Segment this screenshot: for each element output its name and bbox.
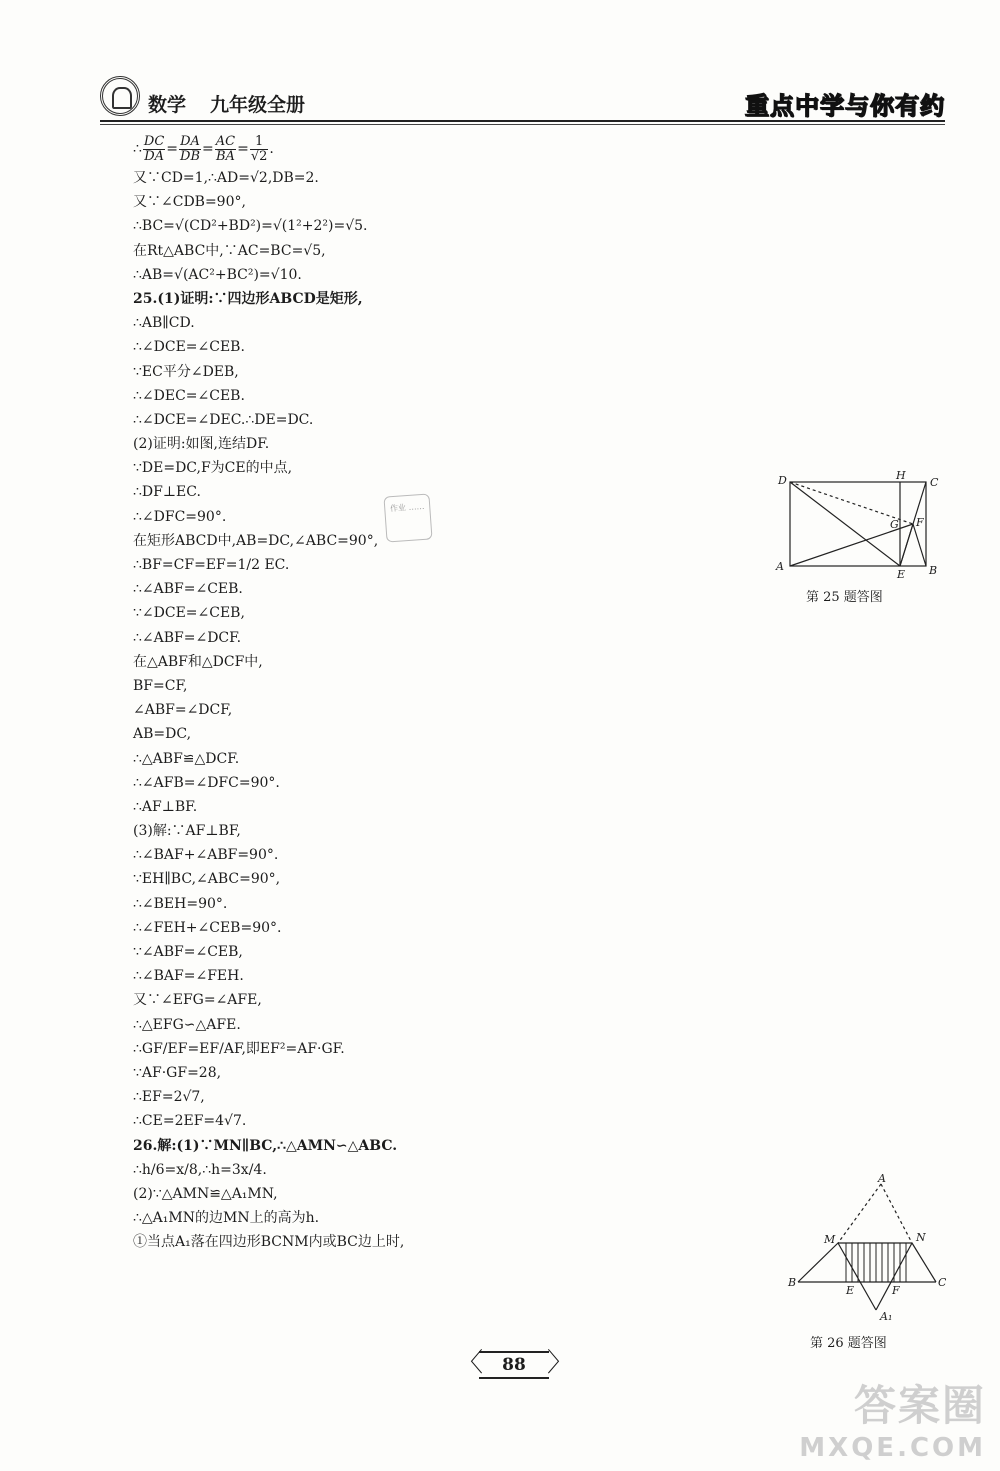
text-line: ∴DF⊥EC. [133,484,201,501]
text-line: ∵EC平分∠DEB, [133,363,239,380]
text-line: ∴ $\frac{DC}{DA}$ = $\frac{DA}{DB}$ = $\frac{AC}{BA}$ = $\frac{1}{√2}$ . [133,133,274,164]
text-line: 又∵CD=1,∴AD=√2,DB=2. [133,170,319,186]
text-line: ∴∠ABF=∠CEB. [133,581,243,598]
label-C: C [930,476,939,489]
text-line: ∴△EFG∽△AFE. [133,1016,241,1033]
text-line: ∴CE=2EF=4√7. [133,1113,247,1130]
text-line: ∵DE=DC,F为CE的中点, [133,460,293,477]
label-F: F [916,516,924,529]
text-line: ∴△A₁MN的边MN上的高为h. [133,1210,320,1227]
text-line: ∴∠BAF=∠FEH. [133,968,244,985]
header-subject: 数学 [148,94,187,116]
label-H: H [896,470,906,482]
watermark-logo-text: 答案圈 [853,1381,986,1430]
text-line: ∴GF/EF=EF/AF,即EF²=AF·GF. [133,1040,345,1057]
text-line: 又∵∠EFG=∠AFE, [133,992,262,1009]
text-line: AB=DC, [133,726,192,743]
label-D: D [778,474,787,487]
label-M: M [824,1233,836,1246]
faint-stamp: 作业 …… [383,493,432,542]
figure-25-caption: 第 25 题答图 [806,590,883,605]
header-rule-thin [100,124,945,125]
page-number [457,1349,573,1379]
text-line: ∴AF⊥BF. [133,798,198,815]
text-line: (3)解:∵AF⊥BF, [133,823,241,840]
watermark-url: MXQE.COM [799,1433,986,1463]
text-line: ∴△ABF≌△DCF. [133,750,240,767]
ornament-right-icon: 〉 [546,1348,573,1378]
text-line: ∴EF=2√7, [133,1089,205,1106]
page-number-value: 88 [479,1351,549,1379]
label-E: E [897,568,906,580]
text-line: ∴∠FEH+∠CEB=90°. [133,919,282,936]
text-line: ∴∠BEH=90°. [133,895,228,912]
header-brand: 重点中学与你有约 [745,92,945,120]
text-line: ∴∠ABF=∠DCF. [133,629,242,646]
label-A: A [776,560,784,573]
text-line: ①当点A₁落在四边形BCNM内或BC边上时, [133,1234,405,1251]
figure-26-caption: 第 26 题答图 [810,1336,887,1351]
text-line: ∴AB∥CD. [133,315,195,332]
solution-text [133,132,753,1254]
text-line: ∴AB=√(AC²+BC²)=√10. [133,266,302,283]
label-F: F [892,1284,900,1297]
figure-26-diagram [786,1170,946,1330]
header-rule [100,120,945,122]
ornament-left-icon: 〈 [457,1348,484,1378]
text-line: ∴∠DCE=∠DEC.∴DE=DC. [133,411,314,428]
text-line: (2)∵△AMN≌△A₁MN, [133,1185,278,1202]
page-header [100,76,945,124]
text-line: ∴∠DEC=∠CEB. [133,387,245,404]
text-line: BF=CF, [133,677,188,694]
text-line: 在Rt△ABC中,∵AC=BC=√5, [133,242,326,259]
text-line: ∵AF·GF=28, [133,1064,222,1081]
label-N: N [916,1231,926,1244]
watermark [799,1373,986,1463]
text-line: ∴BF=CF=EF=1/2 EC. [133,557,290,573]
problem-26-heading: 26.解:(1)∵MN∥BC,∴△AMN∽△ABC. [133,1137,398,1154]
text-line: ∴BC=√(CD²+BD²)=√(1²+2²)=√5. [133,218,368,235]
text-line: (2)证明:如图,连结DF. [133,436,270,453]
text-line: ∵EH∥BC,∠ABC=90°, [133,871,281,888]
header-grade: 九年级全册 [210,94,306,116]
label-G: G [890,518,899,531]
text-line: ∠ABF=∠DCF, [133,702,233,719]
figure-25-diagram [770,470,945,580]
label-C: C [938,1276,946,1289]
text-line: ∵∠DCE=∠CEB, [133,605,245,622]
text-line: ∴∠BAF+∠ABF=90°. [133,847,279,864]
label-B: B [929,564,938,577]
school-logo-icon [100,76,140,116]
text-line: 又∵∠CDB=90°, [133,194,246,211]
text-line: 在△ABF和△DCF中, [133,653,263,670]
text-line: 在矩形ABCD中,AB=DC,∠ABC=90°, [133,532,379,549]
text-line: ∴∠DCE=∠CEB. [133,339,245,356]
text-line: ∴h/6=x/8,∴h=3x/4. [133,1161,267,1178]
label-A: A [878,1172,886,1185]
text-line: ∴∠AFB=∠DFC=90°. [133,774,280,791]
text-line: ∵∠ABF=∠CEB, [133,944,243,960]
text-line: ∴∠DFC=90°. [133,508,227,525]
problem-25-heading: 25.(1)证明:∵四边形ABCD是矩形, [133,290,363,307]
label-E: E [846,1284,855,1297]
label-B: B [788,1276,797,1289]
label-A1: A₁ [880,1310,893,1323]
